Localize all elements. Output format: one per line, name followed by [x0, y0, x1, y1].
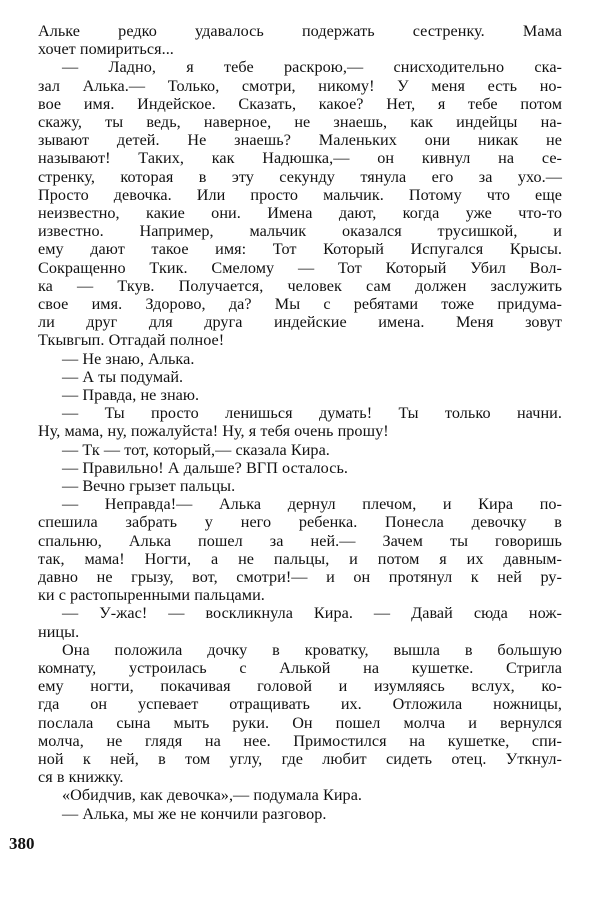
text-line: ки с растопыренными пальцами. — [38, 586, 265, 605]
text-line: Просто девочка. Или просто мальчик. Потому что еще — [38, 185, 562, 204]
text-line: гда он успевает отращивать их. Отложила ножницы, — [38, 695, 562, 714]
text-line: Она положила дочку в кроватку, вышла в большую — [62, 640, 562, 659]
text-line: — Правда, не знаю. — [62, 386, 200, 404]
text-line: — Не знаю, Алька. — [62, 349, 195, 368]
text-line: — У-жас! — воскликнула Кира. — Давай сюда нож- — [62, 604, 562, 623]
text-line: известно. Например, мальчик оказался трусишкой, и — [38, 222, 562, 241]
text-line: скажу, ты ведь, наверное, не знаешь, как индейцы на- — [38, 113, 562, 131]
text-line: спешила забрать у него ребенка. Понесла девочку в — [38, 513, 562, 532]
text-line: — А ты подумай. — [62, 367, 184, 386]
text-line: давно не грызу, вот, смотри!— и он протянул к ней ру- — [38, 568, 562, 586]
text-line: так, мама! Ногти, а не пальцы, и потом я их давным- — [38, 549, 562, 568]
text-line: зывают детей. Не знаешь? Маленьких они никак не — [38, 131, 562, 150]
text-line: послала сына мыть руки. Он пошел молча и вернулся — [38, 713, 562, 732]
text-line: Ткывгып. Отгадай полное! — [38, 331, 225, 350]
text-line: спальню, Алька пошел за ней.— Зачем ты говоришь — [38, 531, 562, 550]
text-line: ему дают такое имя: Тот Который Испугался Крысы. — [38, 240, 562, 259]
text-line: «Обидчив, как девочка»,— подумала Кира. — [62, 786, 363, 805]
text-line: — Правильно! А дальше? ВГП осталось. — [62, 458, 348, 477]
text-line: вое имя. Индейское. Сказать, какое? Нет, я тебе потом — [38, 94, 562, 113]
text-line: — Ладно, я тебе раскрою,— снисходительно ска- — [62, 58, 562, 77]
text-line: ся в книжку. — [38, 768, 124, 787]
text-line: неизвестно, какие они. Имена дают, когда уже что-то — [38, 204, 562, 222]
text-line: молча, не глядя на нее. Примостился на кушетке, спи- — [38, 731, 562, 750]
text-line: — Ты просто ленишься думать! Ты только начни. — [62, 404, 562, 423]
text-line: зал Алька.— Только, смотри, никому! У меня есть но- — [38, 76, 562, 95]
text-line: комнату, устроилась с Алькой на кушетке. Стригла — [38, 659, 562, 677]
text-line: ка — Ткув. Получается, человек сам должен заслужить — [38, 276, 562, 295]
text-line: ной к ней, в том углу, где любит сидеть отец. Уткнул- — [38, 750, 562, 768]
text-line: ему ногти, покачивая головой и изумляясь вслух, ко- — [38, 677, 562, 696]
text-line: называют! Таких, как Надюшка,— он кивнул на се- — [38, 149, 562, 168]
book-page — [38, 22, 562, 890]
text-line: Сокращенно Ткик. Смелому — Тот Который Убил Вол- — [38, 258, 562, 277]
text-line: ли друг для друга индейские имена. Меня зовут — [38, 313, 562, 332]
text-line: — Вечно грызет пальцы. — [62, 477, 236, 495]
text-line: стренку, которая в эту секунду тянула его за ухо.— — [38, 167, 562, 186]
text-line: — Тк — тот, который,— сказала Кира. — [62, 440, 330, 459]
text-line: ницы. — [38, 622, 80, 641]
page-number: 380 — [9, 834, 35, 853]
text-line: Альке редко удавалось подержать сестренку. Мама — [38, 22, 562, 40]
text-line: свое имя. Здорово, да? Мы с ребятами тоже придума- — [38, 295, 562, 313]
text-line: — Неправда!— Алька дернул плечом, и Кира по- — [62, 495, 562, 514]
text-line: — Алька, мы же не кончили разговор. — [62, 804, 327, 823]
text-line: Ну, мама, ну, пожалуйста! Ну, я тебя очень прошу! — [38, 422, 389, 441]
text-line: хочет помириться... — [38, 40, 174, 59]
page-continuation — [38, 803, 562, 804]
